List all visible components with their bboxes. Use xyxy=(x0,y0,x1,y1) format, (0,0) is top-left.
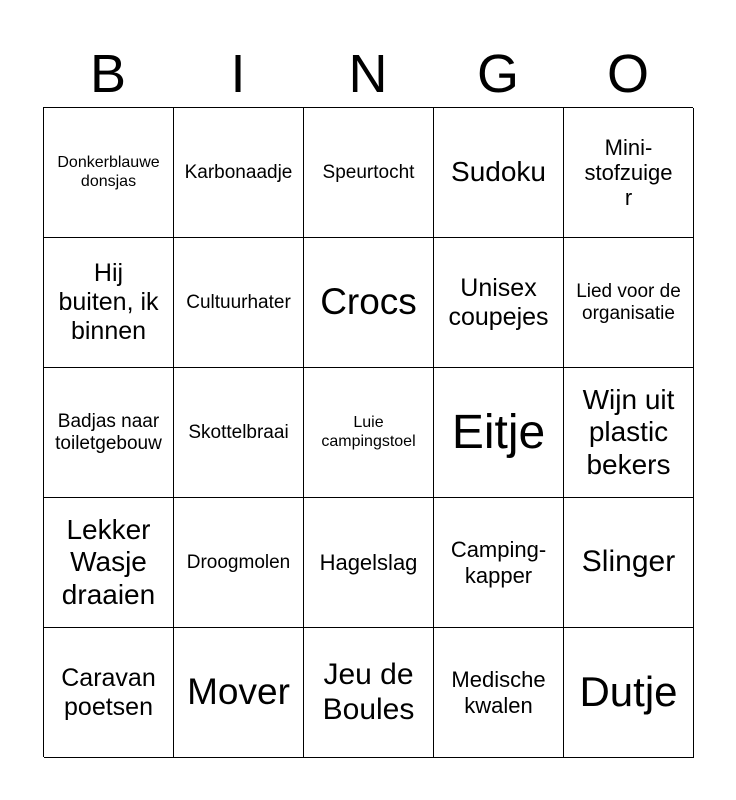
header-letter-g: G xyxy=(476,44,519,104)
cell-label: Sudoku xyxy=(451,156,546,188)
bingo-cell[interactable] xyxy=(174,628,304,758)
cell-label: Lied voor de organisatie xyxy=(576,280,681,324)
bingo-cell[interactable] xyxy=(304,498,434,628)
bingo-header xyxy=(43,40,693,108)
cell-label: Unisex coupejes xyxy=(448,273,549,331)
bingo-cell[interactable] xyxy=(44,368,174,498)
cell-label: Luie campingstoel xyxy=(321,414,416,450)
bingo-cell[interactable] xyxy=(434,498,564,628)
bingo-cell[interactable] xyxy=(304,368,434,498)
cell-label: Slinger xyxy=(581,545,676,579)
cell-label: Wijn uit plastic bekers xyxy=(582,384,675,480)
bingo-cell[interactable] xyxy=(44,108,174,238)
bingo-card-grid xyxy=(43,107,693,757)
cell-label: Hagelslag xyxy=(319,549,418,575)
cell-label: Speurtocht xyxy=(322,161,415,183)
cell-label: Badjas naar toiletgebouw xyxy=(55,410,162,454)
header-letter-b: B xyxy=(89,44,127,104)
cell-label: Caravan poetsen xyxy=(61,663,156,721)
bingo-cell[interactable] xyxy=(564,238,694,368)
cell-label: Mover xyxy=(187,671,290,713)
cell-label: Crocs xyxy=(320,281,417,323)
cell-label: Medische kwalen xyxy=(451,667,546,718)
cell-label: Jeu de Boules xyxy=(322,658,415,726)
bingo-cell[interactable] xyxy=(564,628,694,758)
bingo-cell[interactable] xyxy=(174,238,304,368)
cell-label: Dutje xyxy=(579,668,678,716)
cell-label: Droogmolen xyxy=(186,551,291,573)
header-letter-o: O xyxy=(606,44,649,104)
bingo-cell[interactable] xyxy=(304,108,434,238)
bingo-cell[interactable] xyxy=(44,628,174,758)
bingo-cell[interactable] xyxy=(564,498,694,628)
cell-label: Camping-kapper xyxy=(450,537,547,588)
bingo-cell[interactable] xyxy=(434,108,564,238)
cell-label: Mini-stofzuiger xyxy=(584,134,673,211)
bingo-cell[interactable] xyxy=(434,628,564,758)
header-letter-i: I xyxy=(230,44,246,104)
cell-label: Skottelbraai xyxy=(188,421,289,443)
bingo-cell[interactable] xyxy=(44,498,174,628)
bingo-cell[interactable] xyxy=(434,238,564,368)
bingo-cell[interactable] xyxy=(564,108,694,238)
cell-label: Cultuurhater xyxy=(186,291,291,313)
bingo-cell[interactable] xyxy=(174,498,304,628)
bingo-cell[interactable] xyxy=(304,238,434,368)
bingo-cell[interactable] xyxy=(564,368,694,498)
header-letter-n: N xyxy=(348,44,388,104)
bingo-cell[interactable] xyxy=(44,238,174,368)
bingo-cell[interactable] xyxy=(174,108,304,238)
cell-label: Eitje xyxy=(451,405,546,459)
bingo-cell[interactable] xyxy=(434,368,564,498)
bingo-cell[interactable] xyxy=(304,628,434,758)
cell-label: Karbonaadje xyxy=(184,161,293,183)
bingo-cell[interactable] xyxy=(174,368,304,498)
cell-label: Lekker Wasje draaien xyxy=(61,514,156,610)
cell-label: Donkerblauwe donsjas xyxy=(57,154,160,190)
cell-label: Hij buiten, ik binnen xyxy=(58,259,159,345)
